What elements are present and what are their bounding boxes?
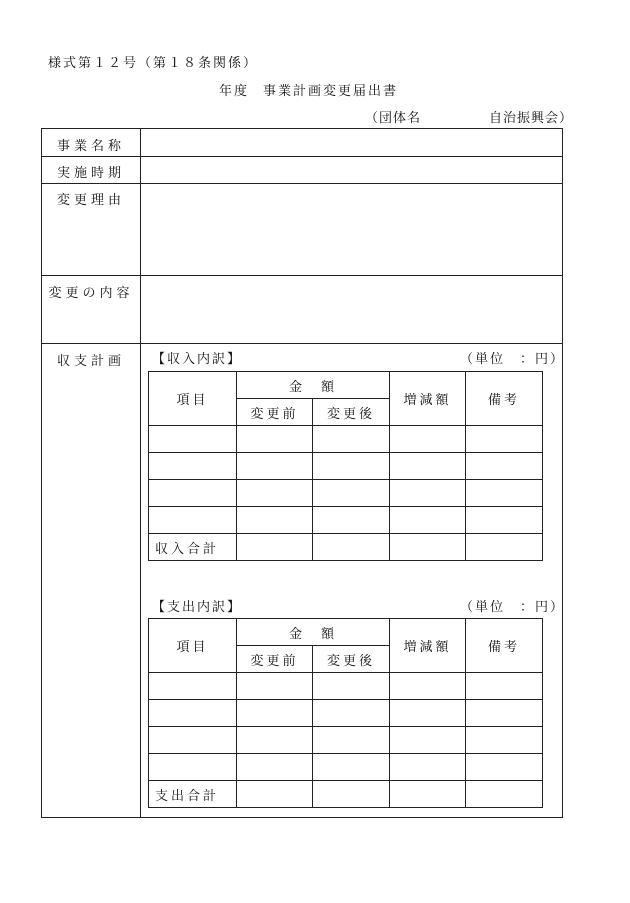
table-cell[interactable] (237, 507, 313, 534)
expense-header-item: 項目 (149, 619, 237, 673)
table-cell[interactable] (313, 480, 390, 507)
group-name-suffix: 自治振興会） (489, 111, 574, 126)
expense-header-amount: 金 額 (237, 619, 390, 646)
table-cell[interactable] (149, 673, 237, 700)
expense-header-before: 変更前 (237, 646, 313, 673)
table-cell[interactable] (466, 700, 543, 727)
row-divider (42, 343, 562, 344)
table-cell[interactable] (390, 453, 466, 480)
table-cell[interactable] (466, 727, 543, 754)
table-cell[interactable] (390, 754, 466, 781)
expense-header-note: 備考 (466, 619, 543, 673)
row-divider (42, 275, 562, 276)
table-cell[interactable] (390, 534, 466, 561)
income-header-amount: 金 額 (237, 372, 390, 399)
table-cell[interactable] (466, 480, 543, 507)
income-table (148, 371, 543, 561)
table-cell[interactable] (237, 673, 313, 700)
table-cell[interactable] (149, 480, 237, 507)
group-name-line (365, 107, 573, 126)
content-label: 変更の内容 (48, 286, 134, 301)
table-cell[interactable] (237, 426, 313, 453)
income-unit: （単位 ：円） (460, 352, 566, 367)
table-cell[interactable] (149, 426, 237, 453)
income-header-item: 項目 (149, 372, 237, 426)
table-cell[interactable] (313, 700, 390, 727)
expense-unit: （単位 ：円） (460, 600, 566, 615)
table-cell[interactable] (466, 453, 543, 480)
expense-total-row (149, 781, 543, 808)
income-header-note: 備考 (466, 372, 543, 426)
table-cell[interactable] (466, 534, 543, 561)
table-cell[interactable] (149, 453, 237, 480)
table-row (149, 700, 543, 727)
expense-total-label: 支出合計 (149, 781, 237, 808)
income-header-after: 変更後 (313, 399, 390, 426)
table-cell[interactable] (237, 781, 313, 808)
table-row (149, 480, 543, 507)
expense-header-after: 変更後 (313, 646, 390, 673)
table-cell[interactable] (466, 507, 543, 534)
label-column-divider (140, 129, 141, 817)
table-cell[interactable] (313, 426, 390, 453)
income-total-label: 収入合計 (149, 534, 237, 561)
row-divider (42, 156, 562, 157)
expense-table (148, 618, 543, 808)
table-cell[interactable] (466, 426, 543, 453)
table-cell[interactable] (313, 754, 390, 781)
table-cell[interactable] (237, 700, 313, 727)
income-section-title: 【収入内訳】 (152, 352, 243, 367)
table-row (149, 426, 543, 453)
table-row (149, 673, 543, 700)
table-cell[interactable] (149, 754, 237, 781)
table-cell[interactable] (390, 507, 466, 534)
table-cell[interactable] (466, 673, 543, 700)
table-cell[interactable] (390, 480, 466, 507)
table-cell[interactable] (313, 781, 390, 808)
table-cell[interactable] (390, 727, 466, 754)
title-year: 年度 (219, 84, 250, 99)
table-cell[interactable] (313, 673, 390, 700)
table-cell[interactable] (313, 507, 390, 534)
table-cell[interactable] (149, 727, 237, 754)
expense-header-change: 増減額 (390, 619, 466, 673)
table-cell[interactable] (313, 534, 390, 561)
budget-label: 収支計画 (56, 354, 125, 369)
expense-section-title: 【支出内訳】 (152, 600, 243, 615)
table-cell[interactable] (466, 754, 543, 781)
income-header-before: 変更前 (237, 399, 313, 426)
table-cell[interactable] (390, 700, 466, 727)
period-label: 実施時期 (56, 166, 125, 181)
table-cell[interactable] (149, 507, 237, 534)
table-cell[interactable] (390, 426, 466, 453)
group-name-label: （団体名 (365, 111, 422, 126)
table-cell[interactable] (149, 700, 237, 727)
document-title (219, 80, 398, 99)
table-cell[interactable] (237, 534, 313, 561)
row-divider (42, 183, 562, 184)
table-row (149, 507, 543, 534)
table-cell[interactable] (313, 453, 390, 480)
form-number: 様式第１２号（第１８条関係） (48, 56, 259, 71)
form-table (41, 128, 566, 818)
table-row (149, 727, 543, 754)
table-cell[interactable] (390, 781, 466, 808)
table-cell[interactable] (237, 453, 313, 480)
table-cell[interactable] (466, 781, 543, 808)
table-cell[interactable] (237, 480, 313, 507)
income-header-change: 増減額 (390, 372, 466, 426)
title-main: 事業計画変更届出書 (263, 84, 399, 99)
income-total-row (149, 534, 543, 561)
reason-label: 変更理由 (56, 193, 125, 208)
table-cell[interactable] (237, 727, 313, 754)
table-cell[interactable] (237, 754, 313, 781)
table-row (149, 453, 543, 480)
table-cell[interactable] (313, 727, 390, 754)
table-row (149, 754, 543, 781)
table-cell[interactable] (390, 673, 466, 700)
project-name-label: 事業名称 (56, 139, 125, 154)
